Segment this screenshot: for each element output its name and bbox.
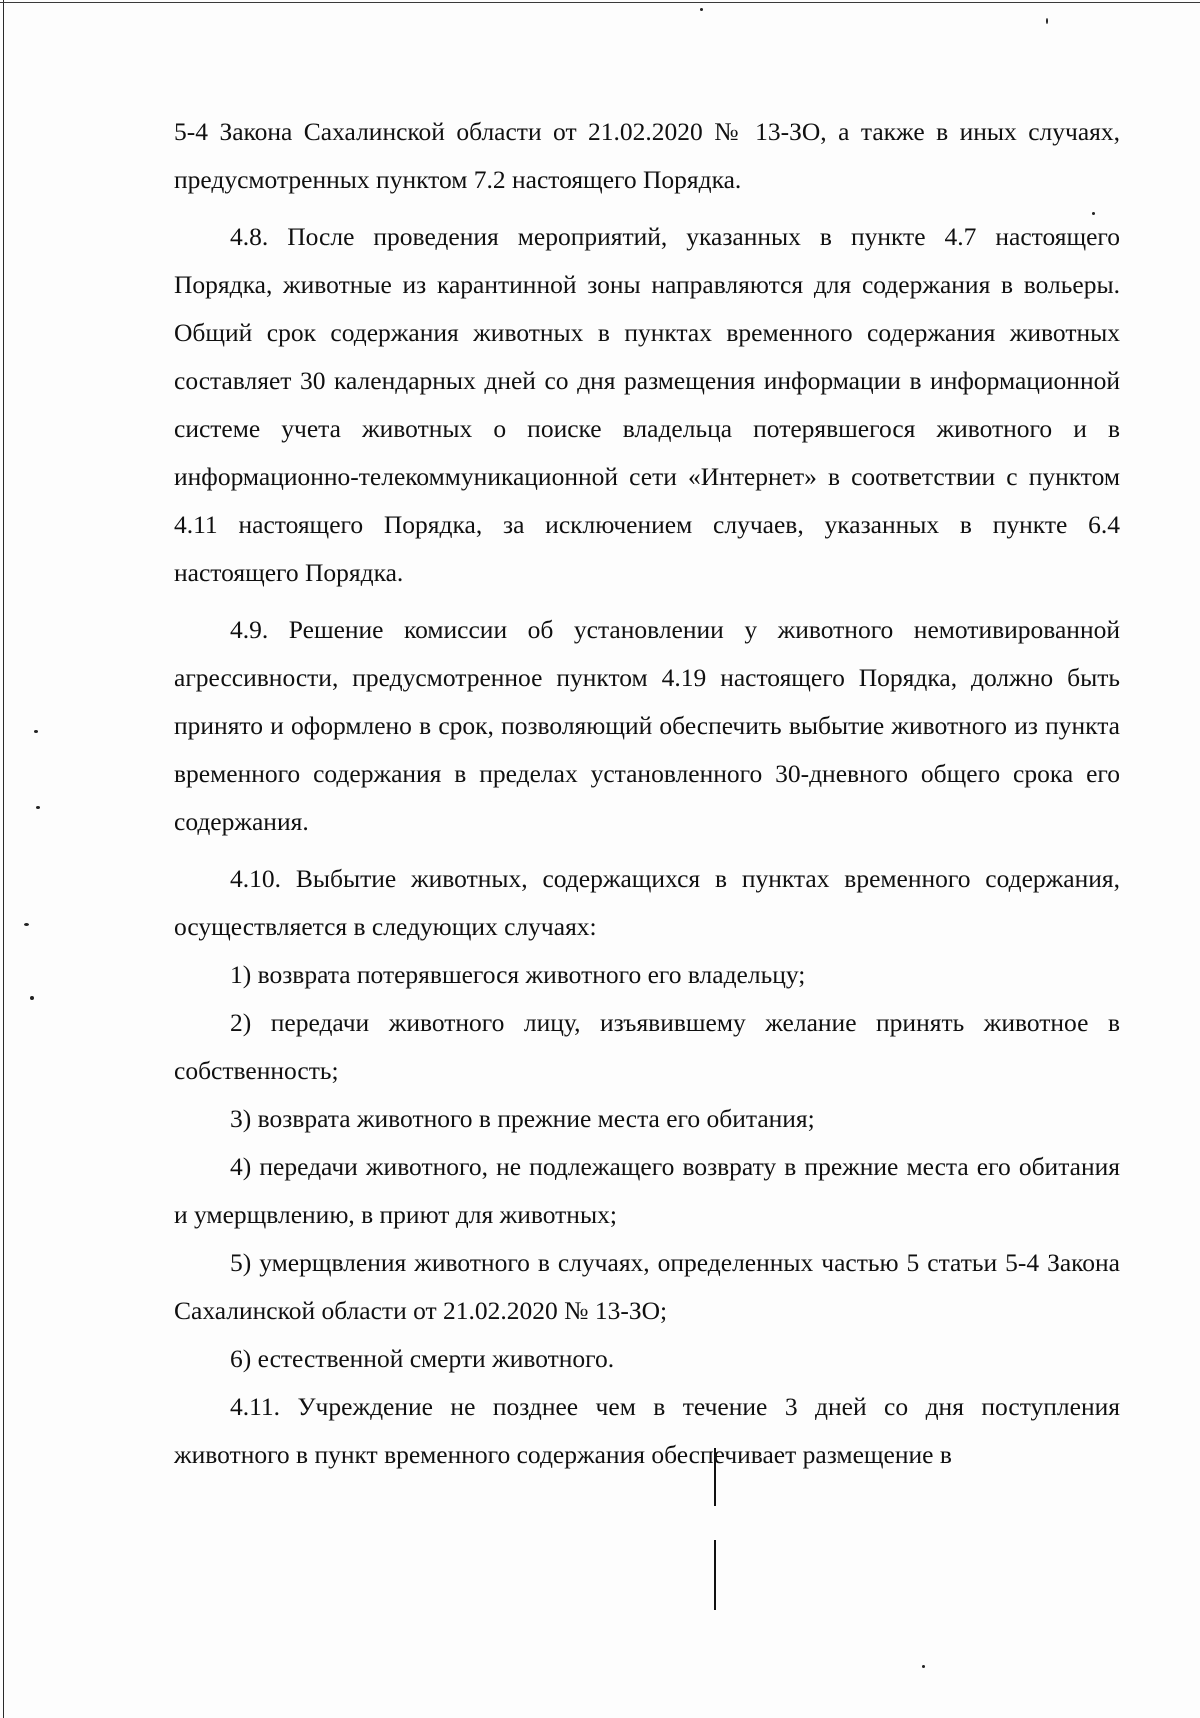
list-item: 6) естественной смерти животного. bbox=[230, 1344, 615, 1373]
scan-speck bbox=[1046, 18, 1048, 24]
paragraph-4-8: 4.8. После проведения мероприятий, указанных в пункте 4.7 настоящего Порядка, животные из карантинной зоны направляются для содержания в вольеры. Общий срок содержания животных в пунктах временного содержания животных составляет 30 календарных дней со дня размещения информации в информационной системе учета животных о поиске владельца потерявшегося животного и в информационно-телекоммуникационной сети «Интернет» в соответствии с пунктом 4.11 настоящего Порядка, за исключением случаев, указанных в пункте 6.4 настоящего Порядка. bbox=[174, 222, 1120, 587]
exit-cases-list bbox=[174, 951, 1120, 1383]
scan-speck bbox=[922, 1665, 925, 1668]
paragraph-4-11: 4.11. Учреждение не позднее чем в течение 3 дней со дня поступления животного в пункт временного содержания обеспечивает размещение в bbox=[174, 1392, 1120, 1469]
list-item: 4) передачи животного, не подлежащего возврату в прежние места его обитания и умерщвлению, в приют для животных; bbox=[174, 1152, 1120, 1229]
scan-speck bbox=[700, 8, 703, 11]
scan-edge-left bbox=[3, 0, 4, 1718]
scan-speck bbox=[34, 730, 38, 733]
paragraph-continuation: 5-4 Закона Сахалинской области от 21.02.2020 № 13-ЗО, а также в иных случаях, предусмотренных пунктом 7.2 настоящего Порядка. bbox=[174, 117, 1120, 194]
scan-speck bbox=[24, 923, 29, 926]
scan-edge-top bbox=[0, 2, 1200, 3]
document-body bbox=[174, 108, 1120, 1479]
list-item: 1) возврата потерявшегося животного его владельцу; bbox=[230, 960, 806, 989]
scan-speck bbox=[30, 996, 34, 1000]
list-item: 2) передачи животного лицу, изъявившему желание принять животное в собственность; bbox=[174, 1008, 1120, 1085]
list-item: 5) умерщвления животного в случаях, определенных частью 5 статьи 5-4 Закона Сахалинской области от 21.02.2020 № 13-ЗО; bbox=[174, 1248, 1120, 1325]
list-item: 3) возврата животного в прежние места его обитания; bbox=[230, 1104, 815, 1133]
scan-speck bbox=[36, 806, 40, 809]
paragraph-4-9: 4.9. Решение комиссии об установлении у животного немотивированной агрессивности, предусмотренное пунктом 4.19 настоящего Порядка, должно быть принято и оформлено в срок, позволяющий обеспечить выбытие животного из пункта временного содержания в пределах установленного 30-дневного общего срока его содержания. bbox=[174, 615, 1120, 836]
paragraph-4-10: 4.10. Выбытие животных, содержащихся в пунктах временного содержания, осуществляется в следующих случаях: bbox=[174, 864, 1120, 941]
scan-artifact-line bbox=[714, 1540, 716, 1610]
